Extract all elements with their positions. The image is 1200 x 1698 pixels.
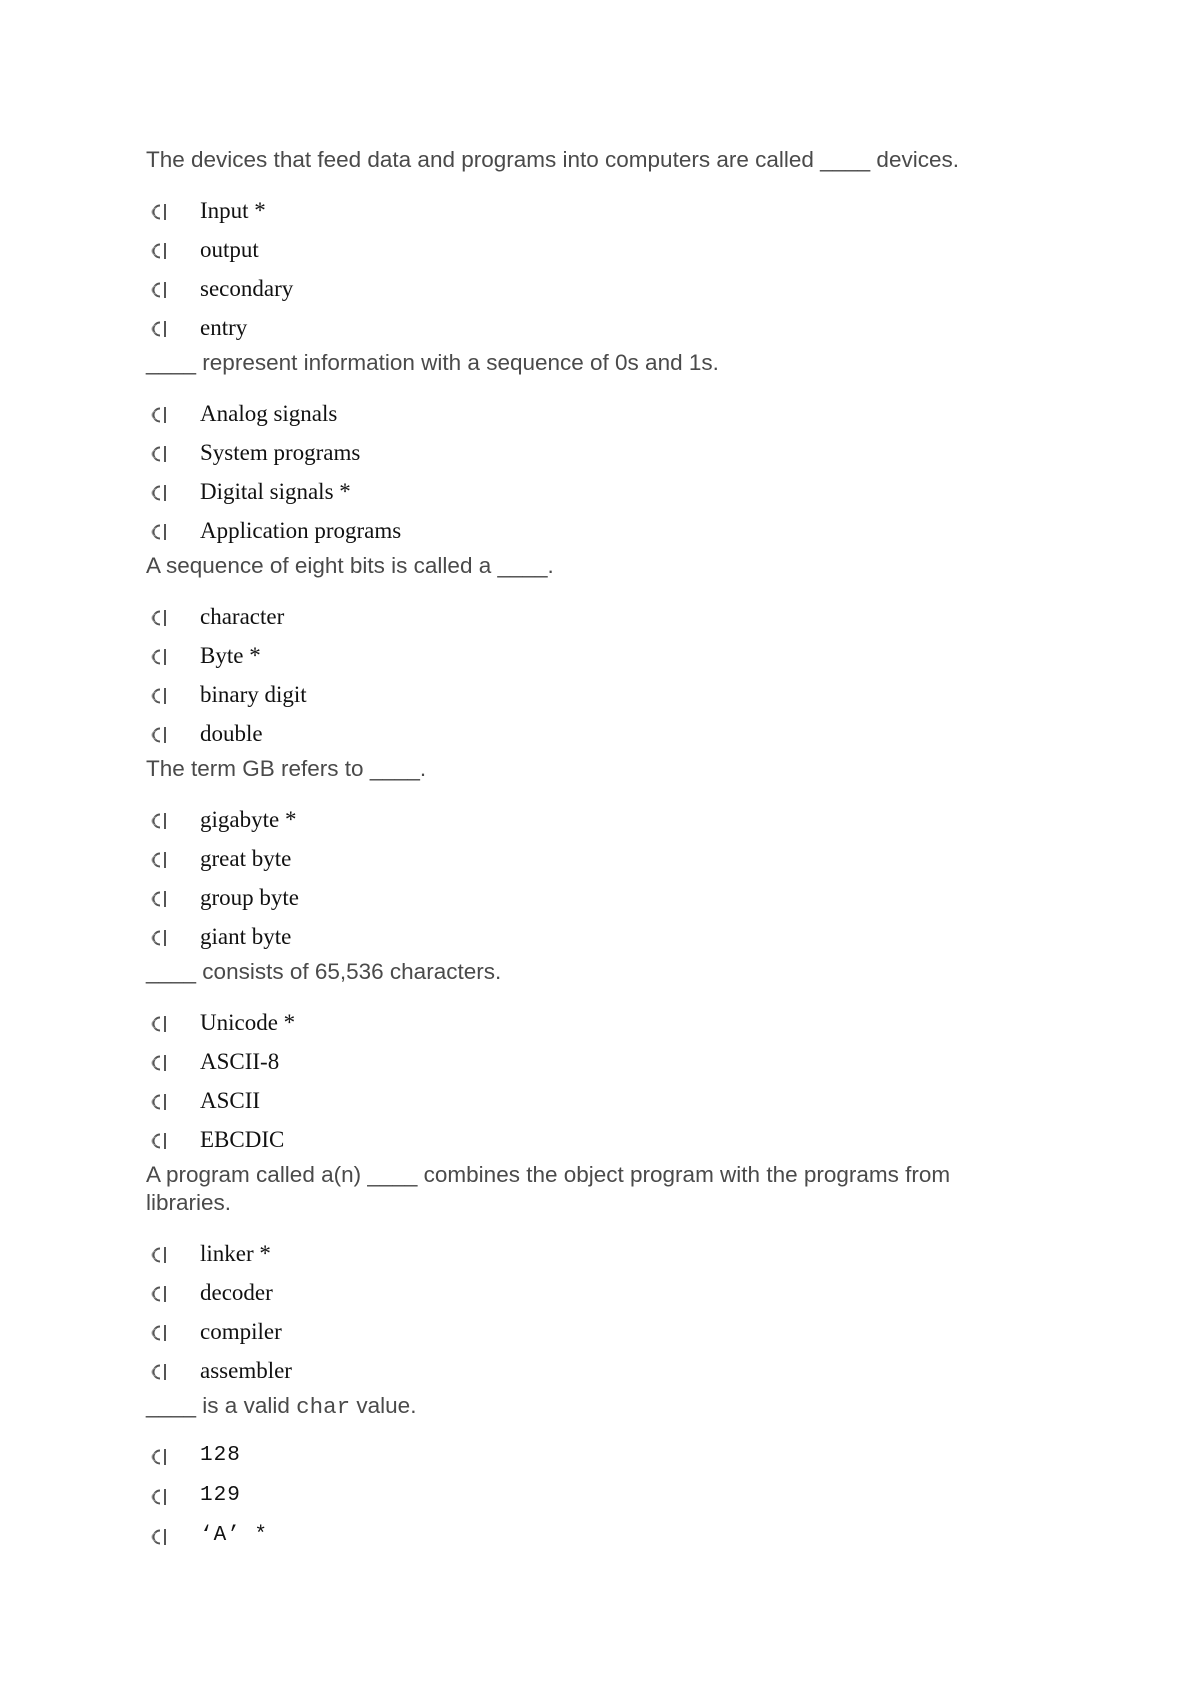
question-6-option-1[interactable] <box>148 1238 271 1272</box>
radio-button-icon[interactable] <box>148 521 170 543</box>
radio-button-icon[interactable] <box>148 607 170 629</box>
radio-button-icon[interactable] <box>148 1486 170 1508</box>
question-1-option-4[interactable] <box>148 312 248 346</box>
question-4-option-3[interactable] <box>148 882 300 916</box>
radio-button-icon[interactable] <box>148 1446 170 1468</box>
option-label: System programs <box>200 440 361 465</box>
radio-button-icon[interactable] <box>148 849 170 871</box>
question-7-code: char <box>296 1394 351 1420</box>
option-label: 128 <box>200 1444 241 1467</box>
question-5-text: ____ consists of 65,536 characters. <box>146 959 502 984</box>
radio-button-icon[interactable] <box>148 1526 170 1548</box>
question-5-option-3[interactable] <box>148 1085 261 1119</box>
question-1-text: The devices that feed data and programs into computers are called ____ devices. <box>146 147 959 172</box>
question-2-option-1[interactable] <box>148 398 338 432</box>
radio-button-icon[interactable] <box>148 240 170 262</box>
question-5-option-1[interactable] <box>148 1007 296 1041</box>
question-6-option-4[interactable] <box>148 1355 292 1389</box>
option-label: Analog signals <box>200 401 338 426</box>
question-4-text: The term GB refers to ____. <box>146 756 427 781</box>
option-label: Byte * <box>200 643 261 668</box>
question-7-text-before: ____ is a valid <box>146 1393 290 1418</box>
option-label: Application programs <box>200 518 402 543</box>
radio-button-icon[interactable] <box>148 443 170 465</box>
question-3-option-2[interactable] <box>148 640 261 674</box>
question-1-option-2[interactable] <box>148 234 259 268</box>
radio-button-icon[interactable] <box>148 927 170 949</box>
question-6-option-3[interactable] <box>148 1316 282 1350</box>
question-1-option-1[interactable] <box>148 195 266 229</box>
question-1-option-3[interactable] <box>148 273 294 307</box>
option-label: EBCDIC <box>200 1127 285 1152</box>
option-label: character <box>200 604 285 629</box>
option-label: giant byte <box>200 924 292 949</box>
radio-button-icon[interactable] <box>148 646 170 668</box>
option-label: assembler <box>200 1358 292 1383</box>
question-6-text: A program called a(n) ____ combines the object program with the programs from libraries. <box>146 1162 951 1215</box>
radio-button-icon[interactable] <box>148 888 170 910</box>
option-label: ASCII <box>200 1088 261 1113</box>
question-2-option-4[interactable] <box>148 515 402 549</box>
radio-button-icon[interactable] <box>148 1052 170 1074</box>
option-label: ‘A’ * <box>200 1524 269 1547</box>
question-3-option-1[interactable] <box>148 601 285 635</box>
radio-button-icon[interactable] <box>148 724 170 746</box>
question-5-option-2[interactable] <box>148 1046 280 1080</box>
option-label: Unicode * <box>200 1010 296 1035</box>
option-label: group byte <box>200 885 300 910</box>
option-label: double <box>200 721 263 746</box>
question-4-option-2[interactable] <box>148 843 292 877</box>
question-7-text <box>146 1392 1046 1421</box>
question-7-option-3[interactable] <box>148 1520 269 1554</box>
radio-button-icon[interactable] <box>148 1130 170 1152</box>
question-6-option-2[interactable] <box>148 1277 273 1311</box>
option-label: compiler <box>200 1319 282 1344</box>
radio-button-icon[interactable] <box>148 1013 170 1035</box>
radio-button-icon[interactable] <box>148 685 170 707</box>
question-2-option-3[interactable] <box>148 476 351 510</box>
question-2-option-2[interactable] <box>148 437 361 471</box>
radio-button-icon[interactable] <box>148 1244 170 1266</box>
question-7-option-1[interactable] <box>148 1440 241 1474</box>
radio-button-icon[interactable] <box>148 810 170 832</box>
question-4-option-1[interactable] <box>148 804 297 838</box>
question-3-text: A sequence of eight bits is called a ____. <box>146 553 554 578</box>
option-label: linker * <box>200 1241 271 1266</box>
radio-button-icon[interactable] <box>148 1322 170 1344</box>
question-7-option-2[interactable] <box>148 1480 241 1514</box>
option-label: entry <box>200 315 248 340</box>
question-3-option-4[interactable] <box>148 718 263 752</box>
question-5-option-4[interactable] <box>148 1124 285 1158</box>
radio-button-icon[interactable] <box>148 404 170 426</box>
radio-button-icon[interactable] <box>148 1283 170 1305</box>
radio-button-icon[interactable] <box>148 482 170 504</box>
option-label: decoder <box>200 1280 273 1305</box>
question-4-option-4[interactable] <box>148 921 292 955</box>
radio-button-icon[interactable] <box>148 1361 170 1383</box>
question-7-text-after: value. <box>356 1393 417 1418</box>
option-label: secondary <box>200 276 294 301</box>
option-label: Digital signals * <box>200 479 351 504</box>
option-label: Input * <box>200 198 266 223</box>
radio-button-icon[interactable] <box>148 201 170 223</box>
option-label: ASCII-8 <box>200 1049 280 1074</box>
option-label: binary digit <box>200 682 307 707</box>
question-3-option-3[interactable] <box>148 679 307 713</box>
radio-button-icon[interactable] <box>148 1091 170 1113</box>
option-label: 129 <box>200 1484 241 1507</box>
option-label: gigabyte * <box>200 807 297 832</box>
radio-button-icon[interactable] <box>148 318 170 340</box>
question-2-text: ____ represent information with a sequence of 0s and 1s. <box>146 350 719 375</box>
option-label: output <box>200 237 259 262</box>
radio-button-icon[interactable] <box>148 279 170 301</box>
option-label: great byte <box>200 846 292 871</box>
